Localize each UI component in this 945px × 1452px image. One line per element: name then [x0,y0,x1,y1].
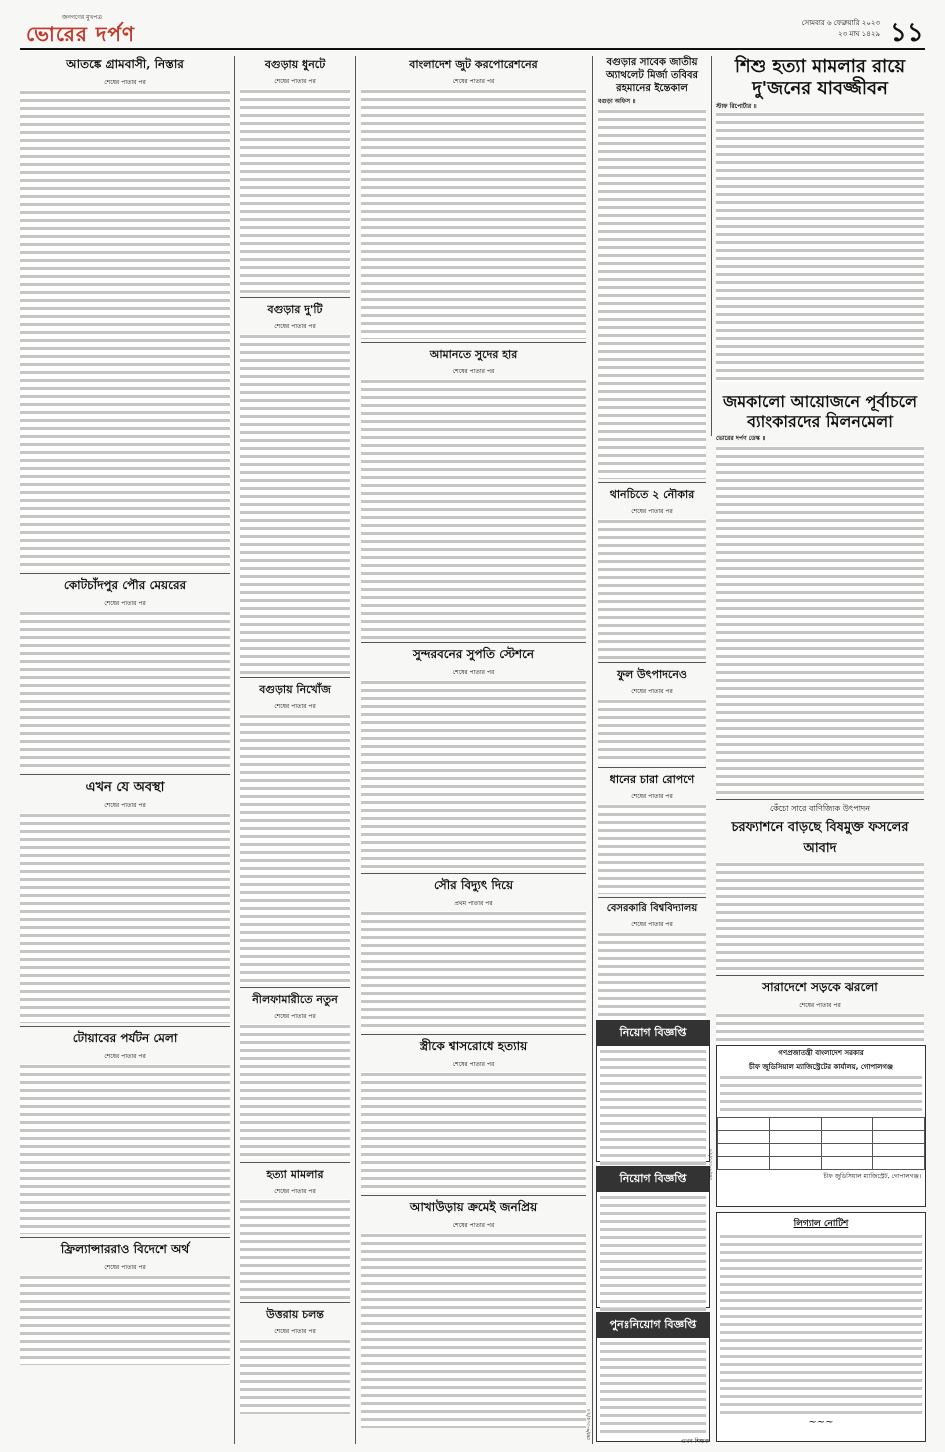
byline: স্টাফ রিপোর্টার ॥ [716,103,757,110]
continuation-note: শেষের পাতার পর [452,1222,495,1229]
notice-body [600,1195,706,1311]
article-body [716,862,924,972]
article-headline: হত্যা মামলার [266,1168,324,1181]
article-body [598,519,706,659]
article-headline: কোটচাঁদপুর পৌর মেয়রের [63,578,187,592]
continuation-note: শেষের পাতার পর [274,78,316,85]
article-divider [716,975,924,976]
paper-name: ভোরের দর্পণ [26,22,135,46]
column-divider [711,56,712,436]
continuation-note: শেষের পাতার পর [104,1264,146,1271]
notice-table [717,1117,925,1170]
article-body [361,1233,586,1428]
notice-body [600,1341,706,1433]
continuation-note: শেষের পাতার পর [799,1002,841,1009]
article-body [361,379,586,639]
article-kicker: কেঁচো সারে বাণিজ্যিক উৎপাদন [769,804,871,813]
article-headline: বগুড়ায় নিখোঁজ [259,683,331,696]
article-body [361,680,586,870]
notice-title: পুনঃনিয়োগ বিজ্ঞপ্তি [597,1313,709,1338]
continuation-note: শেষের পাতার পর [631,688,673,695]
article-divider [20,573,230,574]
column-divider [234,56,235,1444]
lead-story-body [716,112,924,382]
article-body [598,109,706,479]
article-body [240,334,350,674]
banker-story [716,392,924,1123]
article-divider [598,767,706,768]
article-headline: সৌর বিদ্যুৎ দিয়ে [433,878,514,892]
article-divider [20,1026,230,1027]
page-number: ১১ [890,18,924,48]
article-divider [598,662,706,663]
govt-office: চীফ জুডিসিয়াল ম্যাজিস্ট্রেটের কার্যালয়, গোপালগঞ্জ [749,1063,893,1071]
article-divider [716,799,924,800]
article-body [361,89,586,339]
recruitment-notice [596,1166,710,1308]
article-divider [20,1237,230,1238]
continuation-note: শেষের পাতার পর [631,508,673,515]
continuation-note: শেষের পাতার পর [274,703,316,710]
article-headline: উত্তরায় চলন্ত [266,1308,324,1321]
government-notice [716,1045,926,1207]
lead-story [716,56,924,114]
masthead-rule [20,48,925,50]
article-headline: চরফ্যাশনে বাড়ছে বিষমুক্ত ফসলের আবাদ [731,820,909,856]
article-headline: আমানতে সুদের হার [429,348,518,361]
ad-code: ভো/দ-৩০৫/২৩ [586,1408,592,1440]
continuation-note: শেষের পাতার পর [104,802,146,809]
continuation-note: শেষের পাতার পর [104,79,146,86]
article-body [716,112,924,382]
continuation-note: শেষের পাতার পর [104,1053,146,1060]
notice-body [600,1049,706,1165]
article-divider [361,642,586,643]
article-body [240,1339,350,1414]
govt-footer: চীফ জুডিসিয়াল ম্যাজিস্ট্রেট, গোপালগঞ্জ। [823,1173,921,1180]
notice-title: নিয়োগ বিজ্ঞপ্তি [597,1167,709,1192]
column-2 [240,56,350,1414]
continuation-note: শেষের পাতার পর [452,78,495,85]
article-divider [598,482,706,483]
article-headline: টোয়াবের পর্যটন মেলা [72,1031,178,1045]
continuation-note: শেষের পাতার পর [452,669,495,676]
paper-tagline: জনগণের মুখপত্র [62,14,102,21]
article-headline: বাংলাদেশ জুট করপোরেশনের [409,58,538,71]
article-body [598,699,706,764]
article-divider [240,1162,350,1163]
article-divider [240,1302,350,1303]
notice-body [720,1075,922,1115]
article-divider [598,897,706,898]
article-headline: বগুড়ায় ধুনটে [264,58,326,71]
article-divider [240,987,350,988]
article-headline: বগুড়ার সাবেক জাতীয় অ্যাথলেট মির্জা তবিবর রহমানের ইন্তেকাল [605,57,699,94]
article-body [20,611,230,771]
article-body [361,1072,586,1192]
legal-notice [716,1212,926,1442]
article-body [240,1024,350,1159]
date-gregorian: সোমবার ৬ ফেব্রুয়ারি ২০২৩ [801,19,880,27]
article-divider [361,342,586,343]
article-body [20,90,230,570]
notice-body [720,1234,922,1414]
article-body [20,813,230,1023]
article-headline: আখাউড়ায় ক্রমেই জনপ্রিয় [409,1200,538,1214]
article-headline: স্ত্রীকে শ্বাসরোধে হত্যায় [419,1039,528,1053]
article-body [240,89,350,294]
reappointment-notice [596,1312,710,1445]
byline: বগুড়া অফিস ॥ [598,98,636,105]
article-divider [361,873,586,874]
article-divider [240,677,350,678]
legal-notice-title: লিগ্যাল নোটিশ [793,1219,849,1229]
column-3 [361,56,586,1428]
govt-header: গণপ্রজাতন্ত্রী বাংলাদেশ সরকার [778,1049,864,1057]
notice-footer: এখন শিক্ষক [680,1438,709,1445]
article-body [20,1064,230,1234]
article-body [20,1275,230,1365]
article-divider [361,1034,586,1035]
lead-headline: শিশু হত্যা মামলার রায়ে দু'জনের যাবজ্জীবন [734,56,906,99]
continuation-note: প্রথম পাতার পর [454,900,493,907]
ad-code: ভো/দ-৩০০/২৩ [708,1148,714,1180]
column-1 [20,56,230,1365]
article-headline: জমকালো আয়োজনে পূর্বাচলে ব্যাংকারদের মিলনমেলা [722,392,917,431]
article-headline: আতঙ্কে গ্রামবাসী, নিস্তার [66,57,184,71]
continuation-note: শেষের পাতার পর [104,600,146,607]
article-headline: ফ্রিল্যান্সাররাও বিদেশে অর্থ [60,1242,190,1256]
continuation-note: শেষের পাতার পর [274,1188,316,1195]
byline: ভোরের দর্পণ ডেস্ক ॥ [716,435,766,442]
article-body [716,446,924,796]
article-headline: ফুল উৎপাদনেও [616,668,688,681]
continuation-note: শেষের পাতার পর [631,921,673,928]
article-body [240,714,350,984]
column-4 [598,56,706,1047]
masthead [20,14,925,46]
continuation-note: শেষের পাতার পর [452,1061,495,1068]
article-divider [240,297,350,298]
paper-logo [26,14,206,46]
article-headline: এখন যে অবস্থা [85,780,165,795]
article-headline: সুন্দরবনের সুপতি স্টেশনে [412,647,535,661]
article-headline: সারাদেশে সড়কে ঝরলো [762,980,878,994]
continuation-note: শেষের পাতার পর [274,1013,316,1020]
article-headline: থানচিতে ২ নৌকার [609,488,695,501]
article-body [361,911,586,1031]
article-body [598,804,706,894]
continuation-note: শেষের পাতার পর [452,368,495,375]
column-divider [355,56,356,1444]
article-divider [20,774,230,775]
article-headline: ধানের চারা রোপণে [609,773,695,786]
date-bangla: ২৩ মাঘ ১৪২৯ [838,30,880,38]
continuation-note: শেষের পাতার পর [274,323,316,330]
signature: ~~~ [808,1417,834,1428]
article-divider [361,1195,586,1196]
continuation-note: শেষের পাতার পর [631,793,673,800]
article-headline: বেসরকারি বিশ্ববিদ্যালয় [606,903,698,914]
continuation-note: শেষের পাতার পর [274,1328,316,1335]
article-body [240,1199,350,1299]
date-block [780,18,880,40]
column-divider [592,56,593,1444]
recruitment-notice [596,1020,710,1162]
article-headline: নীলফামারীতে নতুন [252,993,338,1006]
article-headline: বগুড়ার দু'টি [267,303,323,316]
notice-title: নিয়োগ বিজ্ঞপ্তি [597,1021,709,1046]
